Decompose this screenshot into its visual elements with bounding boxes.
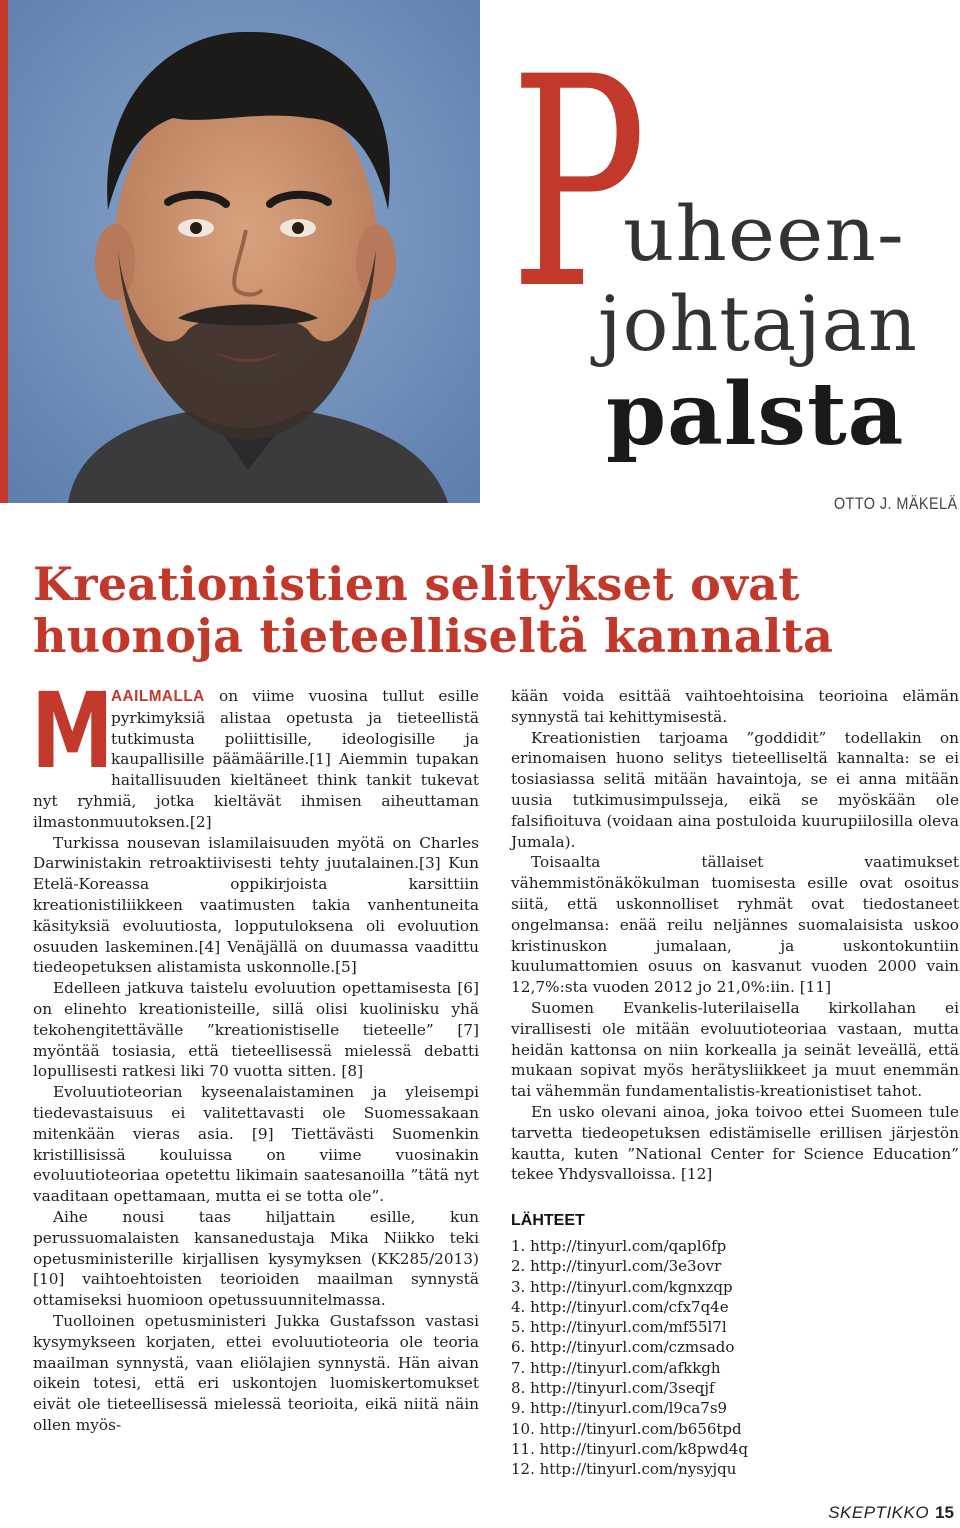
column-title-line-1: uheen- (623, 189, 905, 278)
reference-item[interactable]: 6. http://tinyurl.com/czmsado (511, 1338, 735, 1357)
article-paragraph (31, 670, 479, 833)
references-heading: LÄHTEET (511, 1212, 585, 1230)
article-paragraph: Edelleen jatkuva taistelu evoluution opettamisesta [6] on elinehto kreationisteille, sillä olisi kuolinisku yhä tekohengitettävälle ”kreationistiselle tieteelle” [7] myöntää tosiasia, että tieteellisessä mielessä debatti lopullisesti ratkesi liki 70 vuotta sitten. [8] (33, 979, 479, 1081)
column-title-line-3: palsta (606, 364, 905, 465)
drop-cap: M (31, 670, 114, 792)
article-paragraph: Evoluutioteorian kyseenalaistaminen ja yleisempi tiedevastaisuus ei valitettavasti ole Suomessakaan mitenkään vieras asia. [9] Tiettävästi Suomenkin kristillisissä kouluissa on viime vuosinakin evoluutioteoriaa opetettu likimain saatesanoilla ”tätä nyt vaaditaan opettamaan, mutta ei se totta ole”. (33, 1083, 479, 1206)
reference-item[interactable]: 11. http://tinyurl.com/k8pwd4q (511, 1439, 748, 1458)
photo-accent-bar (0, 0, 8, 503)
reference-item[interactable]: 4. http://tinyurl.com/cfx7q4e (511, 1297, 729, 1316)
article-column-left (31, 670, 479, 1436)
magazine-name: SKEPTIKKO (828, 1503, 930, 1522)
page-number: 15 (935, 1503, 954, 1522)
author-portrait (8, 0, 480, 503)
column-title-line-2: johtajan (598, 279, 918, 368)
paragraph-text: on viime vuosina tullut esille pyrkimyksiä alistaa opetusta ja tieteellistä tutkimusta poliittisille, ideologisille ja kaupallisille päämäärille.[1] Aiemmin tupakan haitallisuuden kieltäneet think tankit tukevat nyt ryhmiä, jotka kieltävät ihmisen aiheuttaman ilmastonmuutoksen.[2] (33, 687, 479, 831)
article-column-right (511, 686, 959, 1479)
lead-word: AAILMALLA (111, 688, 205, 705)
column-title-initial: P (510, 16, 647, 353)
article-paragraph: Tuolloinen opetusministeri Jukka Gustafsson vastasi kysymykseen korjaten, ettei evoluutioteoria ole teoria maailman synnystä, vaan eliölajien synnystä. Hän aivan oikein totesi, että eri uskontojen luomiskertomukset eivät ole tieteellisessä mielessä teorioita, eikä niitä näin ollen myös- (33, 1311, 479, 1434)
article-paragraph: Suomen Evankelis-luterilaisella kirkollahan ei virallisesti ole mitään evoluutioteoriaa vastaan, mutta heidän kattonsa on niin korkealla ja seinät leveällä, että mukaan sopivat myös herätysliikkeet ja muut enemmän tai vähemmän fundamentalistis-kreationistiset tahot. (511, 998, 959, 1101)
reference-item[interactable]: 10. http://tinyurl.com/b656tpd (511, 1419, 742, 1438)
reference-item[interactable]: 9. http://tinyurl.com/l9ca7s9 (511, 1399, 728, 1418)
article-paragraph: kään voida esittää vaihtoehtoisina teorioina elämän synnystä tai kehittymisestä. (511, 687, 959, 726)
article-paragraph: Aihe nousi taas hiljattain esille, kun perussuomalaisten kansanedustaja Mika Niikko teki opetusministerille kirjallisen kysymyksen (KK285/2013) [10] vaihtoehtoisten teorioiden maailman synnystä ottamiseksi huomioon opetussuunnitelmassa. (33, 1207, 479, 1310)
author-byline: OTTO J. MÄKELÄ (834, 494, 958, 513)
article-paragraph: Turkissa nousevan islamilaisuuden myötä on Charles Darwinistakin retroaktiivisesti tehty juutalainen.[3] Kun Etelä-Koreassa oppikirjoista karsittiin kreationistiliikkeen vaatimusten takia vanhentuneita käsityksiä evoluutiosta, lopputuloksena oli evoluution osuuden laskeminen.[4] Venäjällä on duumassa vaadittu tiedeopetuksen alistamista uskonnolle.[5] (33, 833, 479, 977)
reference-item[interactable]: 2. http://tinyurl.com/3e3ovr (511, 1257, 722, 1276)
article-paragraph: En usko olevani ainoa, joka toivoo ettei Suomeen tule tarvetta tiedeopetuksen edistämiselle erillisen järjestön kautta, kuten ”National Center for Science Education” tekee Yhdysvalloissa. [12] (511, 1102, 959, 1184)
reference-item[interactable]: 12. http://tinyurl.com/nysyjqu (511, 1460, 737, 1479)
reference-item[interactable]: 8. http://tinyurl.com/3seqjf (511, 1379, 715, 1397)
page-footer (828, 1503, 954, 1523)
article-title: Kreationistien selitykset ovat huonoja tieteelliseltä kannalta (33, 557, 834, 663)
article-paragraph: Kreationistien tarjoama ”goddidit” todellakin on erinomaisen huono selitys tieteelliseltä kannalta: se ei tosiasiassa selitä mitään havaintoja, se ei anna mitään uusia tutkimusimpulsseja, eikä se myöskään ole falsifioituva (voidaan aina postuloida kuurupiilosilla oleva Jumala). (511, 728, 959, 851)
reference-item[interactable]: 1. http://tinyurl.com/qapl6fp (511, 1236, 727, 1255)
article-paragraph: Toisaalta tällaiset vaatimukset vähemmistönäkökulman tuomisesta esille ovat osoitus siitä, että uskonnolliset ryhmät ovat tiedostaneet ongelmansa: enää reilu neljännes suomalaisista uskoo kristinuskon jumalaan, ja uskontokuntiin kuulumattomien osuus on kasvanut vuoden 2000 vain 12,7%:sta vuoden 2012 jo 21,0%:iin. [11] (511, 853, 959, 997)
reference-item[interactable]: 3. http://tinyurl.com/kgnxzqp (511, 1277, 733, 1296)
reference-item[interactable]: 5. http://tinyurl.com/mf55l7l (511, 1318, 727, 1337)
references-list (511, 1236, 959, 1480)
reference-item[interactable]: 7. http://tinyurl.com/afkkgh (511, 1358, 721, 1377)
